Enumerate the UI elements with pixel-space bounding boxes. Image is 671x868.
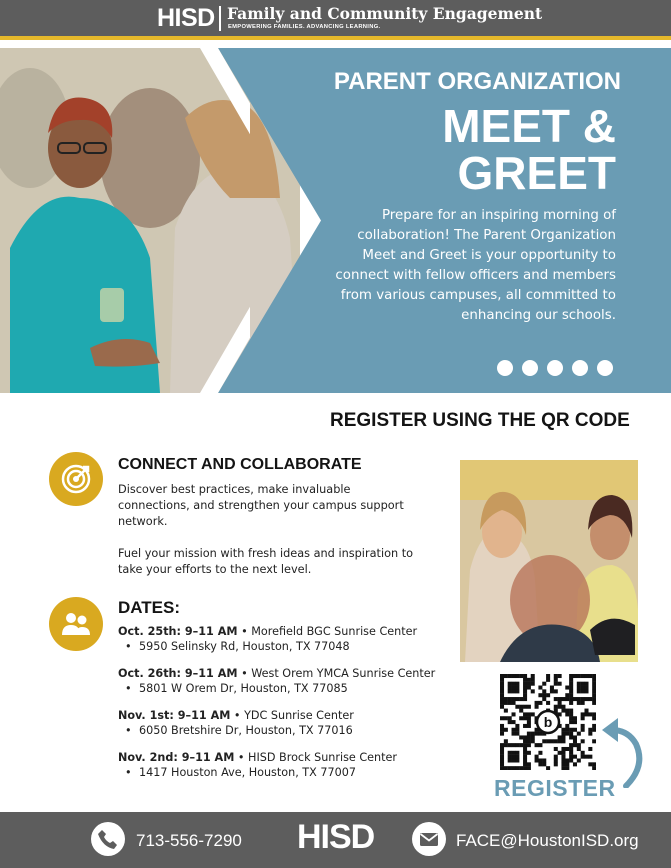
date-venue: • Morefield BGC Sunrise Center — [237, 625, 418, 638]
hero-title-line1: MEET & — [442, 100, 616, 152]
parents-photo-illustration — [460, 460, 638, 662]
curved-arrow-icon — [600, 716, 646, 788]
target-icon — [49, 452, 103, 506]
date-when: Nov. 1st: 9–11 AM — [118, 709, 231, 722]
carousel-dot — [547, 360, 563, 376]
carousel-dot — [572, 360, 588, 376]
register-heading: REGISTER USING THE QR CODE — [330, 410, 630, 431]
department-title: Family and Community Engagement — [227, 4, 543, 23]
hero-title — [442, 100, 616, 199]
parents-photo — [460, 460, 638, 662]
register-label: REGISTER — [494, 775, 616, 801]
header-accent-line — [0, 36, 671, 40]
dates-title: DATES: — [118, 598, 181, 617]
hero-intro: Prepare for an inspiring morning of collaboration! The Parent Organization Meet and Greet is your opportunity to connect with fellow officers and members from various campuses, all committed to enhancing our schools. — [335, 208, 616, 323]
date-item — [118, 708, 438, 738]
phone-icon — [91, 822, 125, 856]
footer-email[interactable]: FACE@HoustonISD.org — [456, 831, 639, 850]
date-when: Nov. 2nd: 9–11 AM — [118, 751, 235, 764]
connect-paragraph-1: Discover best practices, make invaluable connections, and strengthen your campus support network. — [118, 483, 404, 528]
people-icon — [49, 597, 103, 651]
connect-title: CONNECT AND COLLABORATE — [118, 456, 362, 473]
date-address: • 5801 W Orem Dr, Houston, TX 77085 — [118, 681, 438, 696]
date-address: • 5950 Selinsky Rd, Houston, TX 77048 — [118, 639, 438, 654]
qr-code-graphic — [500, 674, 596, 770]
hisd-logo: HISD — [157, 4, 215, 32]
envelope-icon — [412, 822, 446, 856]
date-address: • 1417 Houston Ave, Houston, TX 77007 — [118, 765, 438, 780]
footer-hisd-logo: HISD — [297, 818, 375, 856]
date-item — [118, 624, 438, 654]
date-when: Oct. 25th: 9–11 AM — [118, 625, 238, 638]
connect-paragraph-2: Fuel your mission with fresh ideas and inspiration to take your efforts to the next level. — [118, 547, 414, 576]
svg-text:b: b — [543, 714, 553, 730]
hero-kicker: PARENT ORGANIZATION — [333, 68, 621, 95]
carousel-dot — [497, 360, 513, 376]
date-venue: • West Orem YMCA Sunrise Center — [237, 667, 436, 680]
department-tagline: EMPOWERING FAMILIES. ADVANCING LEARNING. — [228, 24, 381, 30]
date-when: Oct. 26th: 9–11 AM — [118, 667, 238, 680]
header-divider — [219, 6, 221, 31]
date-venue: • YDC Sunrise Center — [230, 709, 354, 722]
date-venue: • HISD Brock Sunrise Center — [234, 751, 398, 764]
footer-phone[interactable]: 713-556-7290 — [136, 831, 242, 850]
date-address: • 6050 Bretshire Dr, Houston, TX 77016 — [118, 723, 438, 738]
carousel-dots — [497, 360, 613, 376]
date-item — [118, 750, 438, 780]
carousel-dot — [522, 360, 538, 376]
date-item — [118, 666, 438, 696]
carousel-dot — [597, 360, 613, 376]
hero-title-line2: GREET — [457, 147, 616, 199]
registration-qr-code[interactable] — [500, 674, 596, 770]
